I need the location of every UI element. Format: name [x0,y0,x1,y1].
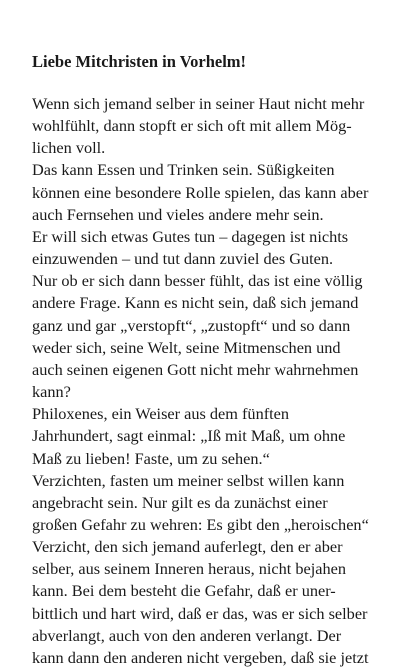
text-line: Das kann Essen und Trinken sein. Süßigkeiten [32,160,335,180]
text-line: auch seinen eigenen Gott nicht mehr wahrnehmen [32,359,359,379]
text-line: lichen voll. [32,138,106,158]
text-line: können eine besondere Rolle spielen, das kann aber [32,182,369,202]
text-line: kann. Bei dem besteht die Gefahr, daß er uner- [32,581,336,601]
text-line: Wenn sich jemand selber in seiner Haut nicht mehr [32,94,365,113]
text-line: Er will sich etwas Gutes tun – dagegen ist nichts [32,226,349,246]
text-line: weder sich, seine Welt, seine Mitmenschen und [32,337,341,357]
text-line: andere Frage. Kann es nicht sein, daß sich jemand [32,293,359,313]
text-line: abverlangt, auch von den anderen verlangt. Der [32,625,342,645]
text-line: Nur ob er sich dann besser fühlt, das ist eine völlig [32,271,363,291]
text-line: auch Fernsehen und vieles andere mehr sein. [32,204,324,224]
text-line: großen Gefahr zu wehren: Es gibt den „heroischen“ [32,514,369,534]
text-line: kann? [32,382,71,402]
text-line: einzuwenden – und tut dann zuviel des Guten. [32,249,334,269]
letter-greeting: Liebe Mitchristen in Vorhelm! [32,52,247,71]
text-line: kann dann den anderen nicht vergeben, daß sie jetzt [32,647,369,667]
text-line: selber, aus seinem Inneren heraus, nicht bejahen [32,559,346,579]
text-line: bittlich und hart wird, daß er das, was er sich selber [32,603,368,623]
text-line: Philoxenes, ein Weiser aus dem fünften [32,404,290,424]
text-line: angebracht sein. Nur gilt es da zunächst einer [32,492,328,512]
text-line: Maß zu lieben! Faste, um zu sehen.“ [32,448,270,468]
text-line: Verzichten, fasten um meiner selbst willen kann [32,470,345,490]
text-line: Verzicht, den sich jemand auferlegt, den er aber [32,537,343,557]
letter-body [32,93,402,669]
text-line: wohlfühlt, dann stopft er sich oft mit allem Mög- [32,116,352,136]
text-line: ganz und gar „verstopft“, „zustopft“ und so dann [32,315,351,335]
text-line: Jahrhundert, sagt einmal: „Iß mit Maß, um ohne [32,426,346,446]
